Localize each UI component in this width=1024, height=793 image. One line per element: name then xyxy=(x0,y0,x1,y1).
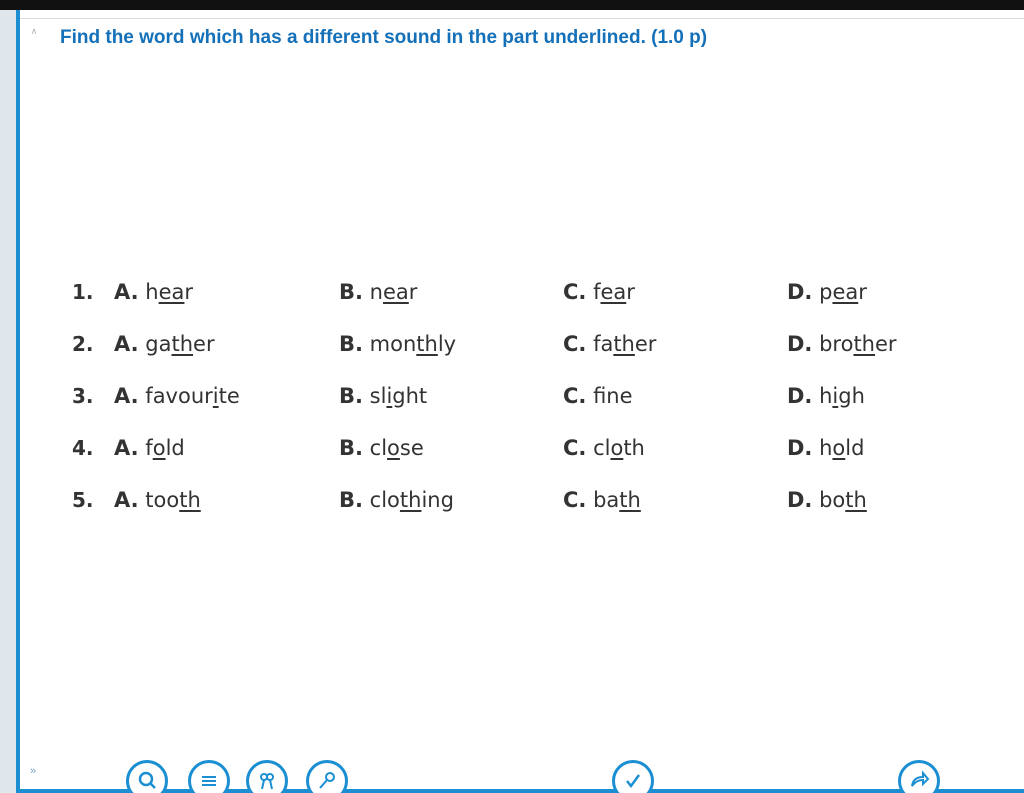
word-start: bro xyxy=(812,332,854,356)
underlined-part: o xyxy=(152,436,166,460)
underlined-part: th xyxy=(416,332,438,356)
word-start: cl xyxy=(362,436,388,460)
word-end: ne xyxy=(606,384,633,408)
word-start: p xyxy=(812,280,833,304)
option-letter: C. xyxy=(563,332,587,356)
word-end: ld xyxy=(845,436,865,460)
option-letter: D. xyxy=(787,436,813,460)
word-start: h xyxy=(812,436,833,460)
option-b[interactable] xyxy=(339,436,424,460)
word-end: ght xyxy=(392,384,428,408)
option-letter: D. xyxy=(787,332,813,356)
question-list xyxy=(72,280,972,540)
underlined-part: th xyxy=(845,488,867,512)
word-end: r xyxy=(184,280,194,304)
share-icon xyxy=(908,769,930,791)
option-letter: C. xyxy=(563,488,587,512)
list-icon xyxy=(198,769,220,791)
underlined-part: th xyxy=(179,488,201,512)
word-start: sl xyxy=(362,384,387,408)
word-end: th xyxy=(623,436,645,460)
word-start: h xyxy=(138,280,159,304)
share-button[interactable] xyxy=(898,760,940,793)
underlined-part: th xyxy=(613,332,635,356)
option-a[interactable] xyxy=(114,488,201,512)
question-number: 4. xyxy=(72,436,94,460)
option-letter: D. xyxy=(787,384,813,408)
option-c[interactable] xyxy=(563,280,635,304)
question-row xyxy=(72,332,972,384)
option-letter: A. xyxy=(114,280,139,304)
underlined-part: ea xyxy=(600,280,627,304)
question-number: 5. xyxy=(72,488,94,512)
underlined-part: ea xyxy=(382,280,409,304)
keys-button[interactable] xyxy=(246,760,288,793)
underlined-part: i xyxy=(212,384,219,408)
option-letter: A. xyxy=(114,332,139,356)
option-letter: B. xyxy=(339,436,363,460)
header-divider xyxy=(20,18,1024,19)
question-title: Find the word which has a different sound in the part underlined. (1.0 p) xyxy=(60,27,708,48)
option-letter: A. xyxy=(114,436,139,460)
word-start: f xyxy=(586,384,607,408)
option-letter: B. xyxy=(339,384,363,408)
option-a[interactable] xyxy=(114,280,193,304)
search-button[interactable] xyxy=(126,760,168,793)
underlined-part: o xyxy=(832,436,846,460)
option-a[interactable] xyxy=(114,332,215,356)
expand-down-icon[interactable]: » xyxy=(29,765,37,777)
question-number: 3. xyxy=(72,384,94,408)
word-end: er xyxy=(875,332,897,356)
option-b[interactable] xyxy=(339,280,417,304)
option-c[interactable] xyxy=(563,332,656,356)
underlined-part: i xyxy=(386,384,393,408)
option-a[interactable] xyxy=(114,436,185,460)
word-end: ing xyxy=(421,488,454,512)
option-c[interactable] xyxy=(563,436,645,460)
underlined-part: th xyxy=(399,488,422,512)
underlined-part: th xyxy=(853,332,875,356)
word-start: n xyxy=(362,280,383,304)
option-letter: C. xyxy=(563,384,587,408)
underlined-part: th xyxy=(171,332,194,356)
option-letter: B. xyxy=(339,332,363,356)
option-d[interactable] xyxy=(787,280,867,304)
option-letter: C. xyxy=(563,280,587,304)
option-b[interactable] xyxy=(339,332,456,356)
question-row xyxy=(72,488,972,540)
option-letter: D. xyxy=(787,280,813,304)
underlined-part: ea xyxy=(832,280,859,304)
word-end: er xyxy=(193,332,215,356)
option-b[interactable] xyxy=(339,384,427,408)
option-d[interactable] xyxy=(787,332,897,356)
word-start: clo xyxy=(362,488,400,512)
word-end: ly xyxy=(437,332,457,356)
question-number: 1. xyxy=(72,280,94,304)
option-letter: B. xyxy=(339,280,363,304)
word-end: er xyxy=(634,332,657,356)
left-accent-border xyxy=(16,10,20,793)
option-letter: A. xyxy=(114,488,139,512)
option-b[interactable] xyxy=(339,488,454,512)
word-end: r xyxy=(626,280,635,304)
word-start: too xyxy=(138,488,180,512)
option-d[interactable] xyxy=(787,436,864,460)
word-start: f xyxy=(138,436,153,460)
word-end: gh xyxy=(838,384,865,408)
key-button[interactable] xyxy=(306,760,348,793)
top-bar xyxy=(0,0,1024,10)
option-letter: C. xyxy=(563,436,587,460)
underlined-part: i xyxy=(832,384,839,408)
question-row xyxy=(72,384,972,436)
underlined-part: o xyxy=(387,436,400,460)
option-c[interactable] xyxy=(563,384,633,408)
option-d[interactable] xyxy=(787,488,867,512)
word-start: f xyxy=(586,280,601,304)
underlined-part: ea xyxy=(158,280,185,304)
key-icon xyxy=(316,769,338,791)
option-a[interactable] xyxy=(114,384,240,408)
word-start: mon xyxy=(362,332,417,356)
submit-button[interactable] xyxy=(612,760,654,793)
check-icon xyxy=(622,769,644,791)
keys-icon xyxy=(256,769,278,791)
word-end: r xyxy=(858,280,867,304)
question-row xyxy=(72,280,972,332)
word-start: h xyxy=(812,384,833,408)
underlined-part: o xyxy=(610,436,624,460)
underlined-part: th xyxy=(619,488,641,512)
option-letter: B. xyxy=(339,488,363,512)
option-letter: A. xyxy=(114,384,139,408)
search-icon xyxy=(136,769,158,791)
word-end: ld xyxy=(165,436,185,460)
collapse-up-icon[interactable]: ∧ xyxy=(30,26,38,36)
word-end: te xyxy=(218,384,240,408)
option-letter: D. xyxy=(787,488,813,512)
word-start: cl xyxy=(586,436,611,460)
word-end: r xyxy=(408,280,418,304)
question-number: 2. xyxy=(72,332,94,356)
option-c[interactable] xyxy=(563,488,641,512)
option-d[interactable] xyxy=(787,384,865,408)
word-start: bo xyxy=(812,488,846,512)
word-end: se xyxy=(399,436,424,460)
word-start: ba xyxy=(586,488,620,512)
word-start: fa xyxy=(586,332,614,356)
word-start: favour xyxy=(138,384,213,408)
word-start: ga xyxy=(138,332,172,356)
bottom-accent-line xyxy=(20,789,1024,793)
left-gutter xyxy=(0,10,16,793)
question-row xyxy=(72,436,972,488)
list-button[interactable] xyxy=(188,760,230,793)
